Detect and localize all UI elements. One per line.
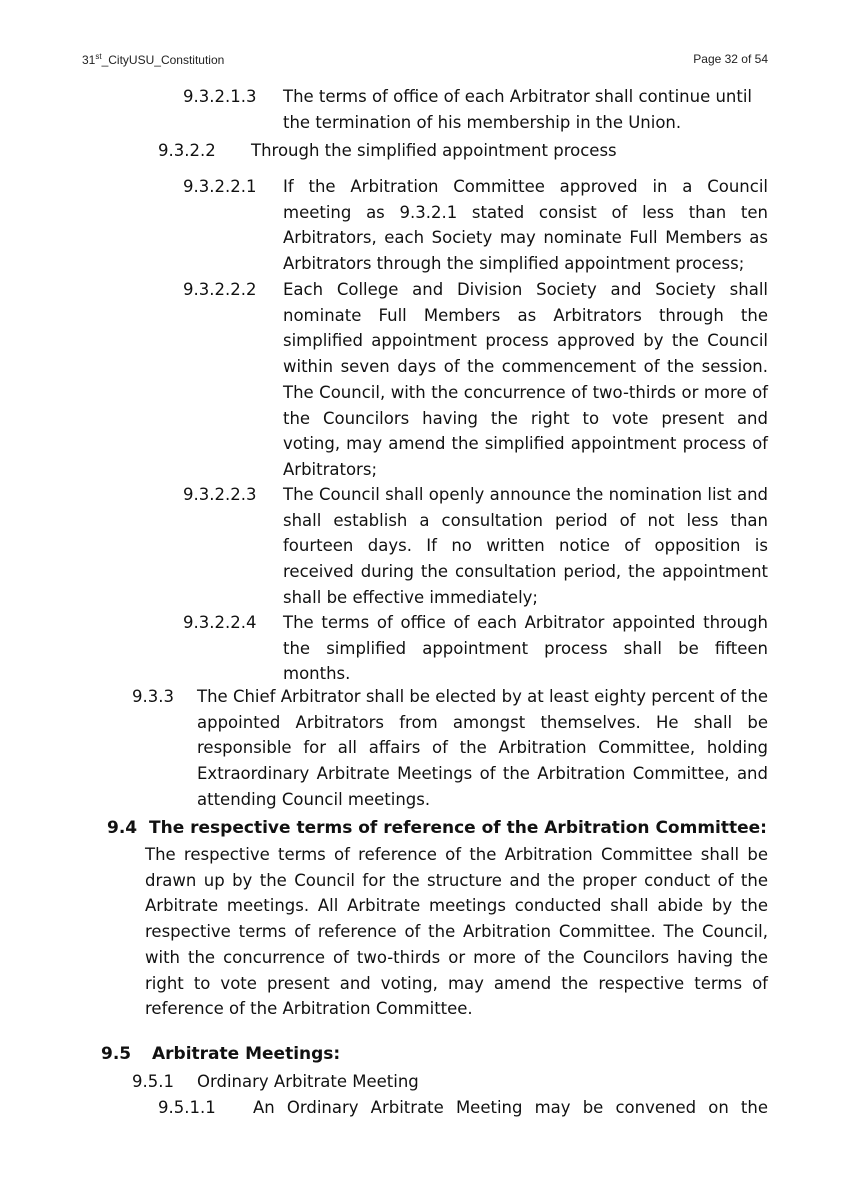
clause-text: Each College and Division Society and Society shall nominate Full Members as Arbitrators through the simplified appointment process approved by the Council within seven days of the commencement of the session. The Council, with the concurrence of two-thirds or more of the Councilors having the right to vote present and voting, may amend the simplified appointment process of Arbitrators; bbox=[283, 280, 768, 479]
section-heading-9-5 bbox=[101, 1044, 340, 1064]
clause-text: Ordinary Arbitrate Meeting bbox=[197, 1072, 419, 1091]
section-9-4-body bbox=[145, 842, 768, 1022]
clause-number: 9.3.2.2.3 bbox=[183, 485, 257, 504]
clause-number: 9.3.2.2.4 bbox=[183, 613, 257, 632]
clause-number: 9.3.2.2 bbox=[158, 141, 216, 160]
section-body-text: The respective terms of reference of the Arbitration Committee shall be drawn up by the Council for the structure and the proper conduct of the Arbitrate meetings. All Arbitrate meetings conducted shall abide by the respective terms of reference of the Arbitration Committee. The Council, with the concurrence of two-thirds or more of the Councilors having the right to vote present and voting, may amend the respective terms of reference of the Arbitration Committee. bbox=[145, 845, 768, 1019]
section-title: The respective terms of reference of the Arbitration Committee: bbox=[149, 818, 767, 838]
clause-9-3-2-2-2 bbox=[183, 277, 768, 483]
clause-9-3-3 bbox=[132, 684, 768, 813]
clause-9-3-2-2 bbox=[158, 138, 768, 164]
clause-9-3-2-2-4 bbox=[183, 610, 768, 687]
clause-number: 9.3.2.2.1 bbox=[183, 177, 257, 196]
page-number: Page 32 of 54 bbox=[693, 52, 768, 66]
clause-text: The Chief Arbitrator shall be elected by at least eighty percent of the appointed Arbitrators from amongst themselves. He shall be responsible for all affairs of the Arbitration Committee, holding Extraordinary Arbitrate Meetings of the Arbitration Committee, and attending Council meetings. bbox=[197, 687, 768, 809]
clause-text: If the Arbitration Committee approved in a Council meeting as 9.3.2.1 stated consist of less than ten Arbitrators, each Society may nominate Full Members as Arbitrators through the simplified appointment process; bbox=[283, 177, 768, 274]
clause-9-3-2-1-3 bbox=[183, 84, 768, 135]
section-number: 9.5 bbox=[101, 1044, 132, 1064]
section-number: 9.4 bbox=[107, 818, 138, 838]
section-heading-9-4 bbox=[107, 818, 767, 838]
clause-text: An Ordinary Arbitrate Meeting may be convened on the bbox=[253, 1098, 768, 1117]
clause-9-3-2-2-3 bbox=[183, 482, 768, 611]
clause-9-5-1-1 bbox=[158, 1095, 768, 1121]
clause-9-3-2-2-1 bbox=[183, 174, 768, 277]
clause-text: The terms of office of each Arbitrator shall continue until the termination of his membership in the Union. bbox=[283, 87, 753, 132]
clause-text: The Council shall openly announce the nomination list and shall establish a consultation period of not less than fourteen days. If no written notice of opposition is received during the consultation period, the appointment shall be effective immediately; bbox=[283, 485, 768, 607]
clause-9-5-1 bbox=[132, 1069, 768, 1095]
clause-number: 9.5.1 bbox=[132, 1072, 174, 1091]
document-title: 31st_CityUSU_Constitution bbox=[82, 52, 225, 67]
clause-number: 9.3.3 bbox=[132, 687, 174, 706]
clause-number: 9.3.2.1.3 bbox=[183, 87, 257, 106]
clause-number: 9.3.2.2.2 bbox=[183, 280, 257, 299]
clause-text: The terms of office of each Arbitrator appointed through the simplified appointment process shall be fifteen months. bbox=[283, 613, 768, 684]
clause-number: 9.5.1.1 bbox=[158, 1098, 216, 1117]
section-title: Arbitrate Meetings: bbox=[152, 1044, 341, 1064]
clause-text: Through the simplified appointment process bbox=[251, 141, 617, 160]
